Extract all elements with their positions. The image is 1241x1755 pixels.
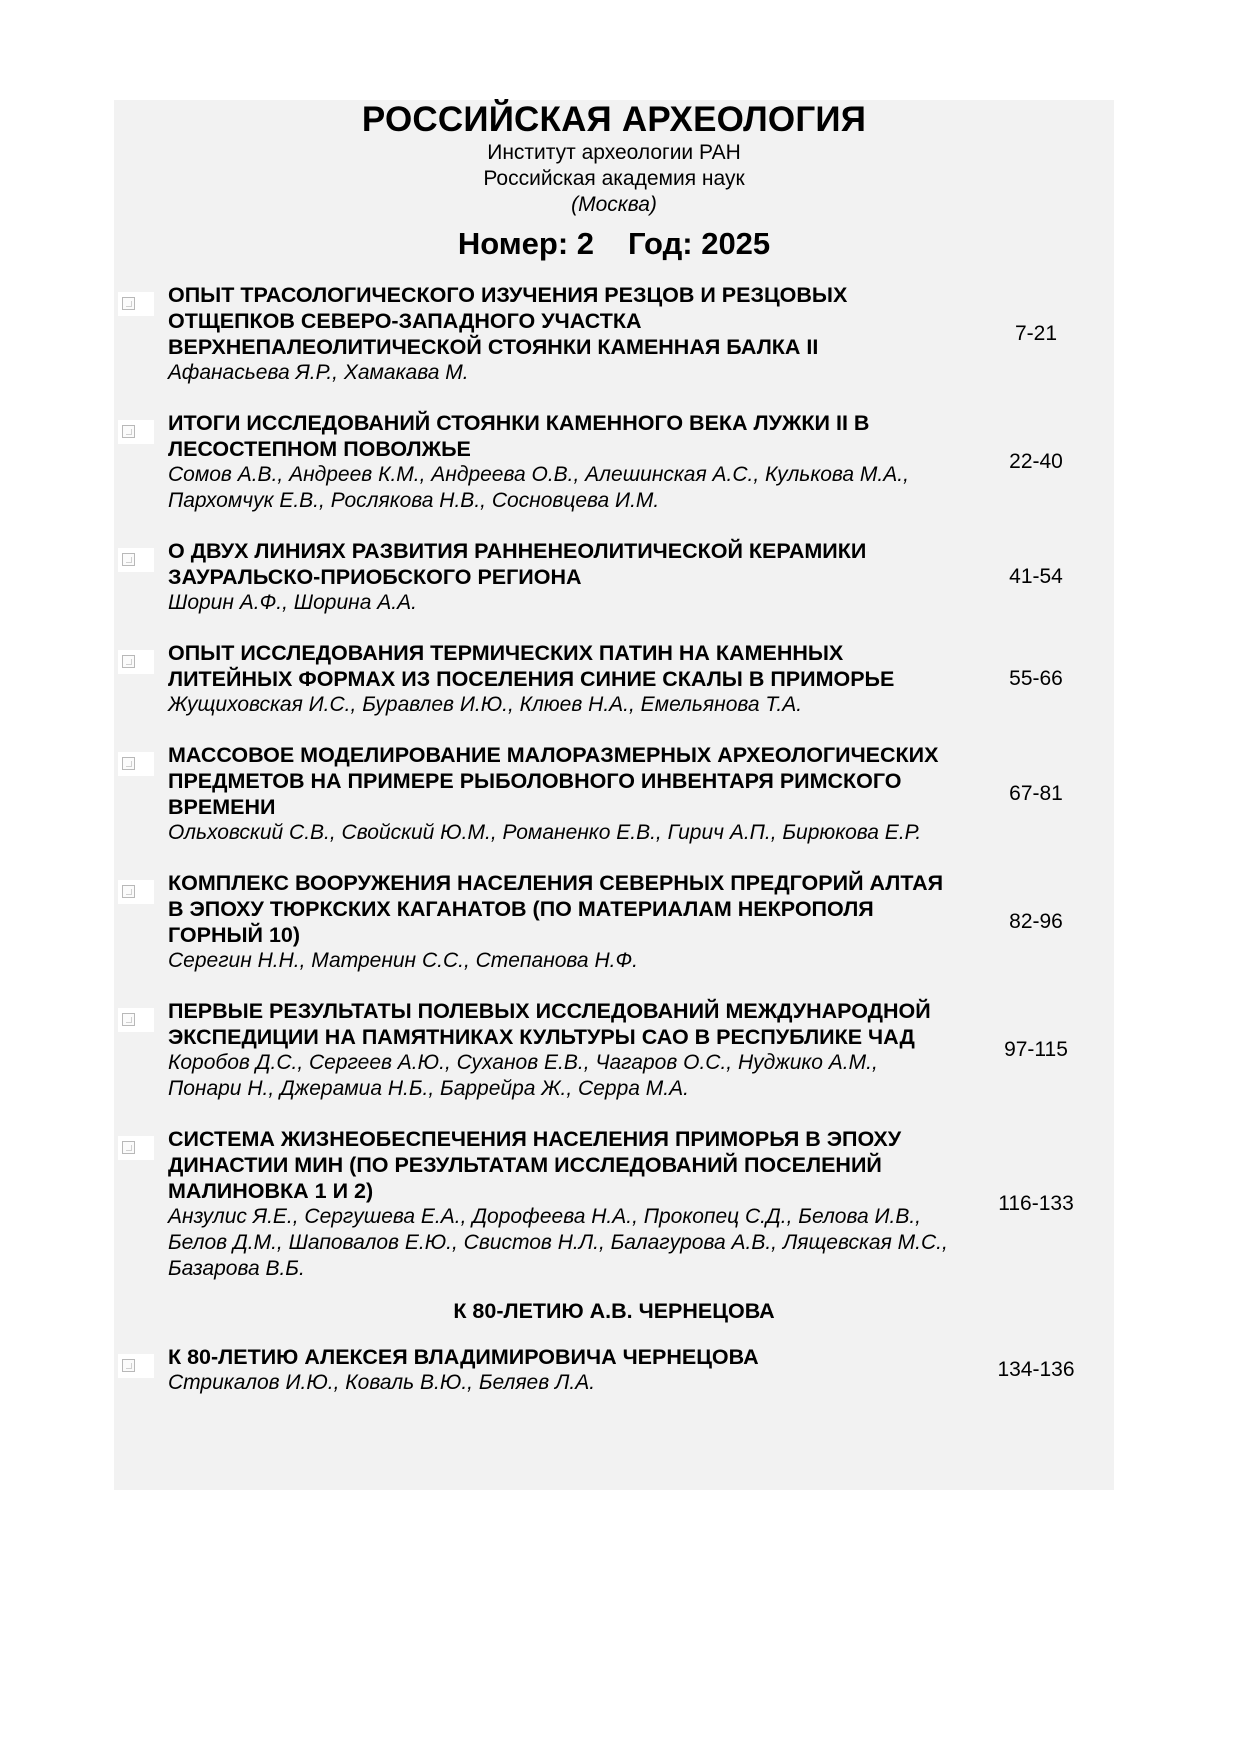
article-pages: 7-21 — [1014, 322, 1058, 345]
checkbox[interactable] — [118, 548, 154, 572]
article-authors: Серегин Н.Н., Матренин С.С., Степанова Н.Ф. — [168, 949, 638, 972]
checkbox-icon — [122, 1141, 135, 1154]
toc-entry — [114, 998, 1114, 1102]
issue-year: Год: 2025 — [628, 226, 771, 261]
article-pages: 55-66 — [1009, 667, 1063, 690]
checkbox-icon — [122, 1013, 135, 1026]
article-title[interactable]: ОПЫТ ТРАСОЛОГИЧЕСКОГО ИЗУЧЕНИЯ РЕЗЦОВ И РЕЗЦОВЫХ ОТЩЕПКОВ СЕВЕРО-ЗАПАДНОГО УЧАСТКА ВЕРХНЕПАЛЕОЛИТИЧЕСКОЙ СТОЯНКИ КАМЕННАЯ БАЛКА II — [168, 283, 848, 359]
section-heading: К 80-ЛЕТИЮ А.В. ЧЕРНЕЦОВА — [453, 1299, 775, 1323]
checkbox[interactable] — [118, 1008, 154, 1032]
article-pages: 67-81 — [1009, 782, 1063, 805]
checkbox[interactable] — [118, 1136, 154, 1160]
toc-entry — [114, 282, 1114, 386]
article-authors: Анзулис Я.Е., Сергушева Е.А., Дорофеева Н.А., Прокопец С.Д., Белова И.В., Белов Д.М., Шаповалов Е.Ю., Свистов Н.Л., Балагурова А.В., Лящевская М.С., Базарова В.Б. — [168, 1205, 948, 1280]
article-authors: Сомов А.В., Андреев К.М., Андреева О.В., Алешинская А.С., Кулькова М.А., Пархомчук Е.В., Рослякова Н.В., Сосновцева И.М. — [168, 463, 909, 512]
article-title[interactable]: К 80-ЛЕТИЮ АЛЕКСЕЯ ВЛАДИМИРОВИЧА ЧЕРНЕЦОВА — [168, 1345, 759, 1369]
article-pages: 41-54 — [1009, 565, 1063, 588]
checkbox[interactable] — [118, 420, 154, 444]
checkbox[interactable] — [118, 752, 154, 776]
institute-name: Институт археологии РАН — [487, 141, 741, 164]
article-title[interactable]: СИСТЕМА ЖИЗНЕОБЕСПЕЧЕНИЯ НАСЕЛЕНИЯ ПРИМОРЬЯ В ЭПОХУ ДИНАСТИИ МИН (ПО РЕЗУЛЬТАТАМ ИССЛЕДОВАНИЙ ПОСЕЛЕНИЙ МАЛИНОВКА 1 И 2) — [168, 1127, 902, 1203]
article-authors: Ольховский С.В., Свойский Ю.М., Романенко Е.В., Гирич А.П., Бирюкова Е.Р. — [168, 821, 922, 844]
toc-entry — [114, 1126, 1114, 1282]
article-authors: Жущиховская И.С., Буравлев И.Ю., Клюев Н.А., Емельянова Т.А. — [168, 693, 803, 716]
checkbox-icon — [122, 655, 135, 668]
checkbox[interactable] — [118, 880, 154, 904]
toc-entry — [114, 538, 1114, 616]
article-title[interactable]: ОПЫТ ИССЛЕДОВАНИЯ ТЕРМИЧЕСКИХ ПАТИН НА КАМЕННЫХ ЛИТЕЙНЫХ ФОРМАХ ИЗ ПОСЕЛЕНИЯ СИНИЕ СКАЛЫ В ПРИМОРЬЕ — [168, 641, 895, 691]
issue-header — [114, 100, 1114, 264]
toc-entry — [114, 1344, 1114, 1396]
toc-entry — [114, 870, 1114, 974]
city-name: (Москва) — [571, 193, 657, 216]
article-pages: 97-115 — [1004, 1038, 1068, 1061]
article-authors: Афанасьева Я.Р., Хамакава М. — [168, 361, 469, 384]
checkbox-icon — [122, 757, 135, 770]
issue-info — [114, 224, 1114, 264]
checkbox[interactable] — [118, 1354, 154, 1378]
article-authors: Коробов Д.С., Сергеев А.Ю., Суханов Е.В., Чагаров О.С., Нуджико А.М., Понари Н., Джерамиа Н.Б., Баррейра Ж., Серра М.А. — [168, 1051, 878, 1100]
checkbox-icon — [122, 425, 135, 438]
issue-number: Номер: 2 — [457, 226, 595, 261]
article-title[interactable]: ПЕРВЫЕ РЕЗУЛЬТАТЫ ПОЛЕВЫХ ИССЛЕДОВАНИЙ МЕЖДУНАРОДНОЙ ЭКСПЕДИЦИИ НА ПАМЯТНИКАХ КУЛЬТУРЫ САО В РЕСПУБЛИКЕ ЧАД — [168, 999, 931, 1049]
article-title[interactable]: КОМПЛЕКС ВООРУЖЕНИЯ НАСЕЛЕНИЯ СЕВЕРНЫХ ПРЕДГОРИЙ АЛТАЯ В ЭПОХУ ТЮРКСКИХ КАГАНАТОВ (ПО МАТЕРИАЛАМ НЕКРОПОЛЯ ГОРНЫЙ 10) — [168, 871, 944, 947]
article-authors: Стрикалов И.Ю., Коваль В.Ю., Беляев Л.А. — [168, 1371, 596, 1394]
article-pages: 116-133 — [998, 1192, 1074, 1215]
article-pages: 22-40 — [1009, 450, 1063, 473]
checkbox[interactable] — [118, 650, 154, 674]
article-pages: 134-136 — [997, 1358, 1075, 1381]
article-title[interactable]: МАССОВОЕ МОДЕЛИРОВАНИЕ МАЛОРАЗМЕРНЫХ АРХЕОЛОГИЧЕСКИХ ПРЕДМЕТОВ НА ПРИМЕРЕ РЫБОЛОВНОГО ИНВЕНТАРЯ РИМСКОГО ВРЕМЕНИ — [168, 743, 939, 819]
article-authors: Шорин А.Ф., Шорина А.А. — [168, 591, 417, 614]
checkbox-icon — [122, 1359, 135, 1372]
checkbox-icon — [122, 297, 135, 310]
article-pages: 82-96 — [1009, 910, 1063, 933]
academy-name: Российская академия наук — [483, 167, 745, 190]
toc-entry — [114, 410, 1114, 514]
toc-entry — [114, 640, 1114, 718]
article-title[interactable]: О ДВУХ ЛИНИЯХ РАЗВИТИЯ РАННЕНЕОЛИТИЧЕСКОЙ КЕРАМИКИ ЗАУРАЛЬСКО-ПРИОБСКОГО РЕГИОНА — [168, 539, 867, 589]
checkbox-icon — [122, 885, 135, 898]
journal-title: РОССИЙСКАЯ АРХЕОЛОГИЯ — [361, 100, 867, 139]
toc-entry — [114, 742, 1114, 846]
checkbox-icon — [122, 553, 135, 566]
article-title[interactable]: ИТОГИ ИССЛЕДОВАНИЙ СТОЯНКИ КАМЕННОГО ВЕКА ЛУЖКИ II В ЛЕСОСТЕПНОМ ПОВОЛЖЬЕ — [168, 411, 870, 461]
table-of-contents — [114, 282, 1114, 1420]
checkbox[interactable] — [118, 292, 154, 316]
